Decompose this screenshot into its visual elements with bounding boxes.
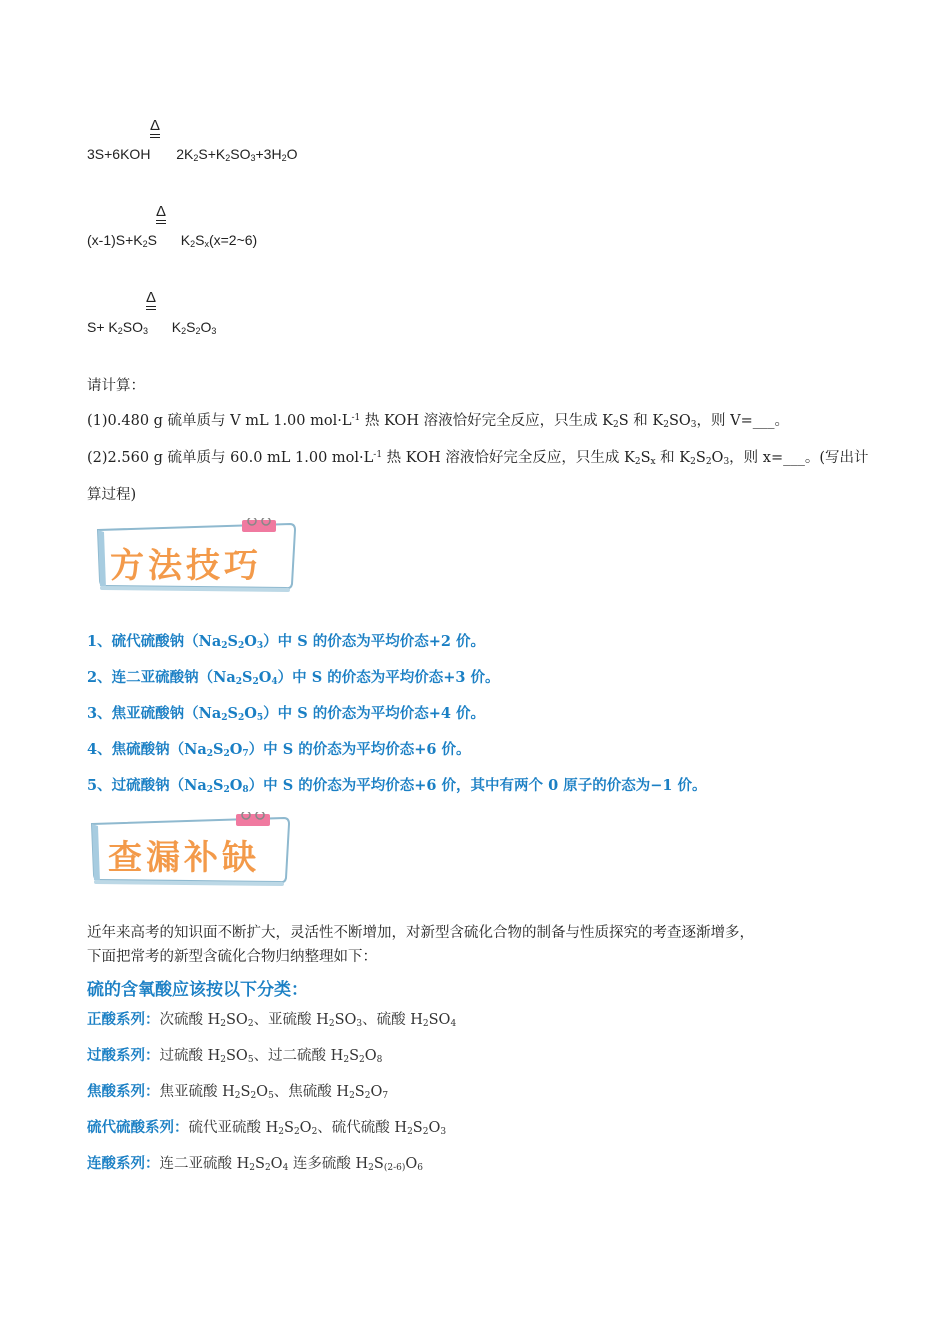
gap-fill-title: 查漏补缺 — [108, 838, 260, 878]
tip-2: 2、连二亚硫酸钠$(Na_2S_2O_4)$中 S 的价态为平均价态+3 价。 — [87, 669, 500, 687]
equation-3-rhs: $K_2S_2O_3$ — [171, 319, 217, 336]
question-2-line-2: 算过程) — [87, 487, 137, 503]
tip-5: 5、过硫酸钠$(Na_2S_2O_8)$中 S 的价态为平均价态+6 价，其中有两个 0 原子的价态为−1 价。 — [87, 777, 707, 795]
class-label: 过酸系列： — [87, 1047, 160, 1064]
class-label: 焦酸系列： — [87, 1083, 160, 1100]
heat-condition-1: Δ — [150, 118, 160, 138]
class-value: 次硫酸 $H_2SO_2$、亚硫酸 $H_2SO_3$、硫酸 $H_2SO_4$ — [159, 1012, 457, 1029]
equation-3-lhs: $S+ K_2SO_3$ — [87, 319, 149, 336]
class-value: 硫代亚硫酸 $H_2S_2O_2$、硫代硫酸 $H_2S_2O_3$ — [188, 1120, 447, 1137]
equation-2-lhs: $(x-1)S+K_2S$ — [87, 232, 157, 249]
class-row-4 — [87, 1121, 446, 1137]
method-tips-banner — [92, 518, 302, 594]
tip-4: 4、焦硫酸钠$(Na_2S_2O_7)$中 S 的价态为平均价态+6 价。 — [87, 741, 471, 759]
class-label: 正酸系列： — [87, 1011, 160, 1028]
class-row-2 — [87, 1049, 382, 1065]
class-row-5 — [87, 1157, 423, 1173]
tip-1: 1、硫代硫酸钠$(Na_2S_2O_3)$中 S 的价态为平均价态+2 价。 — [87, 633, 486, 651]
heat-condition-2: Δ — [156, 204, 166, 224]
class-row-1 — [87, 1013, 456, 1029]
class-value: 过硫酸 $H_2SO_5$、过二硫酸 $H_2S_2O_8$ — [159, 1048, 383, 1065]
gap-fill-banner — [86, 812, 296, 888]
intro-line-2: 下面把常考的新型含硫化合物归纳整理如下： — [87, 949, 377, 965]
class-value: 焦亚硫酸 $H_2S_2O_5$、焦硫酸 $H_2S_2O_7$ — [159, 1084, 389, 1101]
equation-1-lhs: 3S+6KOH — [87, 146, 151, 162]
question-1: (1)0.480 g 硫单质与 V mL 1.00 $mol\cdot L^{-1}$ 热 KOH 溶液恰好完全反应，只生成 $K_2S$ 和 $K_2SO_3$，则 V=___。 — [87, 413, 790, 430]
class-value: 连二亚硫酸 $H_2S_2O_4$ 连多硫酸 $H_2S_{(2-6)}O_6$ — [159, 1156, 423, 1173]
method-tips-title: 方法技巧 — [110, 546, 262, 586]
equation-1-rhs: $2K_2S+K_2SO_3+3H_2O$ — [176, 146, 298, 163]
equation-1 — [87, 146, 297, 163]
intro-line-1: 近年来高考的知识面不断扩大，灵活性不断增加，对新型含硫化合物的制备与性质探究的考查逐渐增多， — [87, 925, 754, 941]
class-label: 硫代硫酸系列： — [87, 1119, 189, 1136]
heat-condition-3: Δ — [146, 290, 156, 310]
equation-3 — [87, 319, 216, 336]
class-row-3 — [87, 1085, 388, 1101]
class-heading: 硫的含氧酸应该按以下分类： — [87, 980, 308, 1000]
calc-prompt: 请计算： — [87, 378, 145, 394]
equation-2-rhs: $K_2S_x(x=2\sim 6)$ — [180, 232, 258, 249]
tip-3: 3、焦亚硫酸钠$(Na_2S_2O_5)$中 S 的价态为平均价态+4 价。 — [87, 705, 486, 723]
question-2-line-1: (2)2.560 g 硫单质与 60.0 mL 1.00 $mol\cdot L^{-1}$ 热 KOH 溶液恰好完全反应，只生成 $K_2S_x$ 和 $K_2S_2O_3$，则 x=___。(写出计 — [87, 450, 869, 467]
equation-2 — [87, 232, 257, 249]
class-label: 连酸系列： — [87, 1155, 160, 1172]
